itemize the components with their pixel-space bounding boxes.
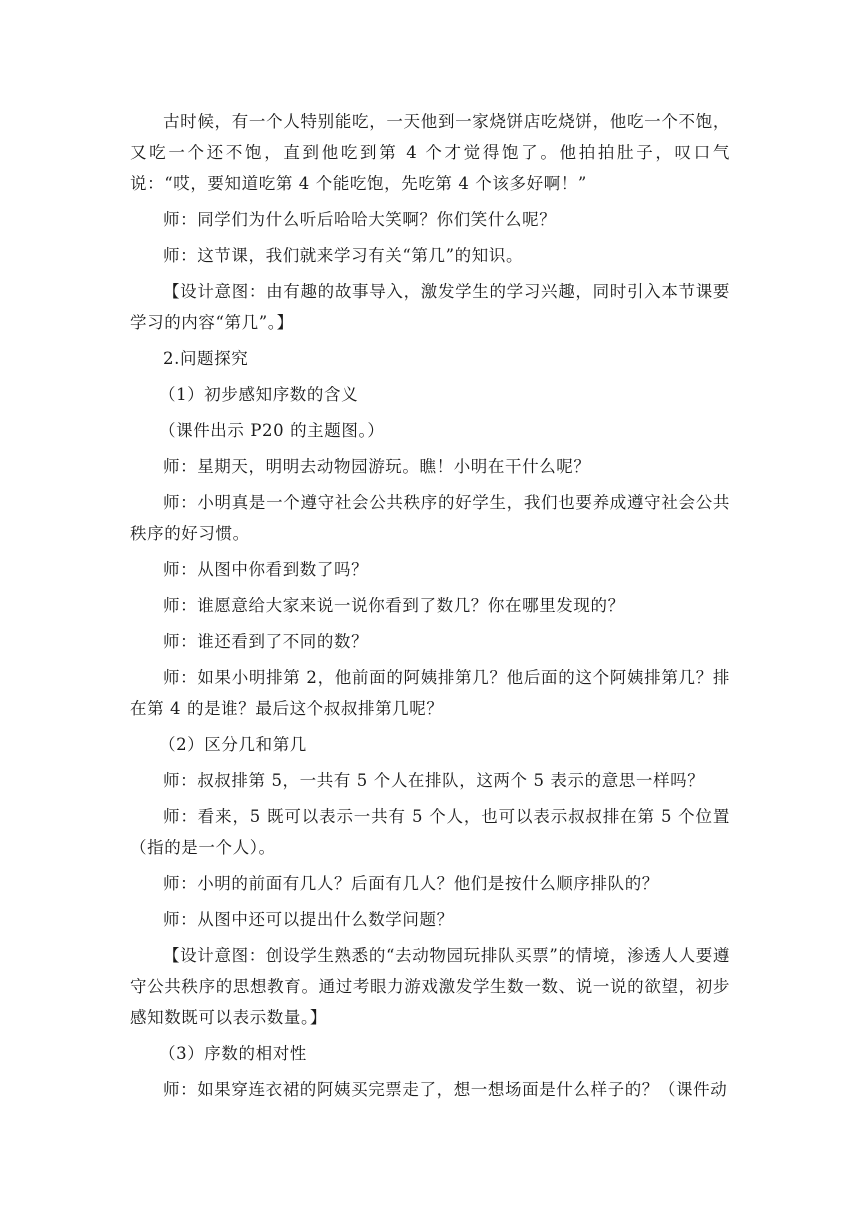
teacher-question-laugh: 师：同学们为什么听后哈哈大笑啊？你们笑什么呢？	[163, 210, 557, 229]
teacher-line-five-meaning: 师：看来，5 既可以表示一共有 5 个人，也可以表示叔叔排在第 5 个位置（指的是一个人）。	[130, 807, 730, 857]
subsection-heading-1: （1）初步感知序数的含义	[159, 385, 359, 404]
subsection-heading-3: （3）序数的相对性	[159, 1044, 307, 1063]
teacher-line-dress-aunt: 师：如果穿连衣裙的阿姨买完票走了，想一想场面是什么样子的？（课件动	[163, 1080, 728, 1099]
teacher-line-ranking: 师：如果小明排第 2，他前面的阿姨排第几？他后面的这个阿姨排第几？排在第 4 的是谁？最后这个叔叔排第几呢？	[130, 668, 730, 718]
courseware-note: （课件出示 P20 的主题图。）	[159, 421, 385, 440]
design-intent-1: 【设计意图：由有趣的故事导入，激发学生的学习兴趣，同时引入本节课要学习的内容“第几”。】	[130, 282, 730, 332]
teacher-line-order: 师：小明真是一个遵守社会公共秩序的好学生，我们也要养成遵守社会公共秩序的好习惯。	[130, 493, 730, 543]
document-page	[130, 106, 730, 1110]
teacher-line-different-number: 师：谁还看到了不同的数？	[163, 632, 369, 651]
teacher-line-zoo: 师：星期天，明明去动物园游玩。瞧！小明在干什么呢？	[163, 457, 591, 476]
story-paragraph: 古时候，有一个人特别能吃，一天他到一家烧饼店吃烧饼，他吃一个不饱，又吃一个还不饱，直到他吃到第 4 个才觉得饱了。他拍拍肚子，叹口气说：“哎，要知道吃第 4 个能吃饱，先吃第 4 个该多好啊！”	[130, 112, 730, 193]
teacher-intro-lesson: 师：这节课，我们就来学习有关“第几”的知识。	[163, 246, 524, 265]
teacher-line-more-questions: 师：从图中还可以提出什么数学问题？	[163, 910, 454, 929]
teacher-line-see-number: 师：从图中你看到数了吗？	[163, 560, 369, 579]
teacher-line-uncle-fifth: 师：叔叔排第 5，一共有 5 个人在排队，这两个 5 表示的意思一样吗？	[163, 771, 705, 790]
teacher-line-who-tell: 师：谁愿意给大家来说一说你看到了数几？你在哪里发现的？	[163, 596, 625, 615]
subsection-heading-2: （2）区分几和第几	[159, 735, 307, 754]
design-intent-2: 【设计意图：创设学生熟悉的“去动物园玩排队买票”的情境，渗透人人要遵守公共秩序的思想教育。通过考眼力游戏激发学生数一数、说一说的欲望，初步感知数既可以表示数量。】	[130, 946, 730, 1027]
section-heading-problem-explore: 2.问题探究	[163, 349, 249, 368]
teacher-line-front-back: 师：小明的前面有几人？后面有几人？他们是按什么顺序排队的？	[163, 874, 659, 893]
